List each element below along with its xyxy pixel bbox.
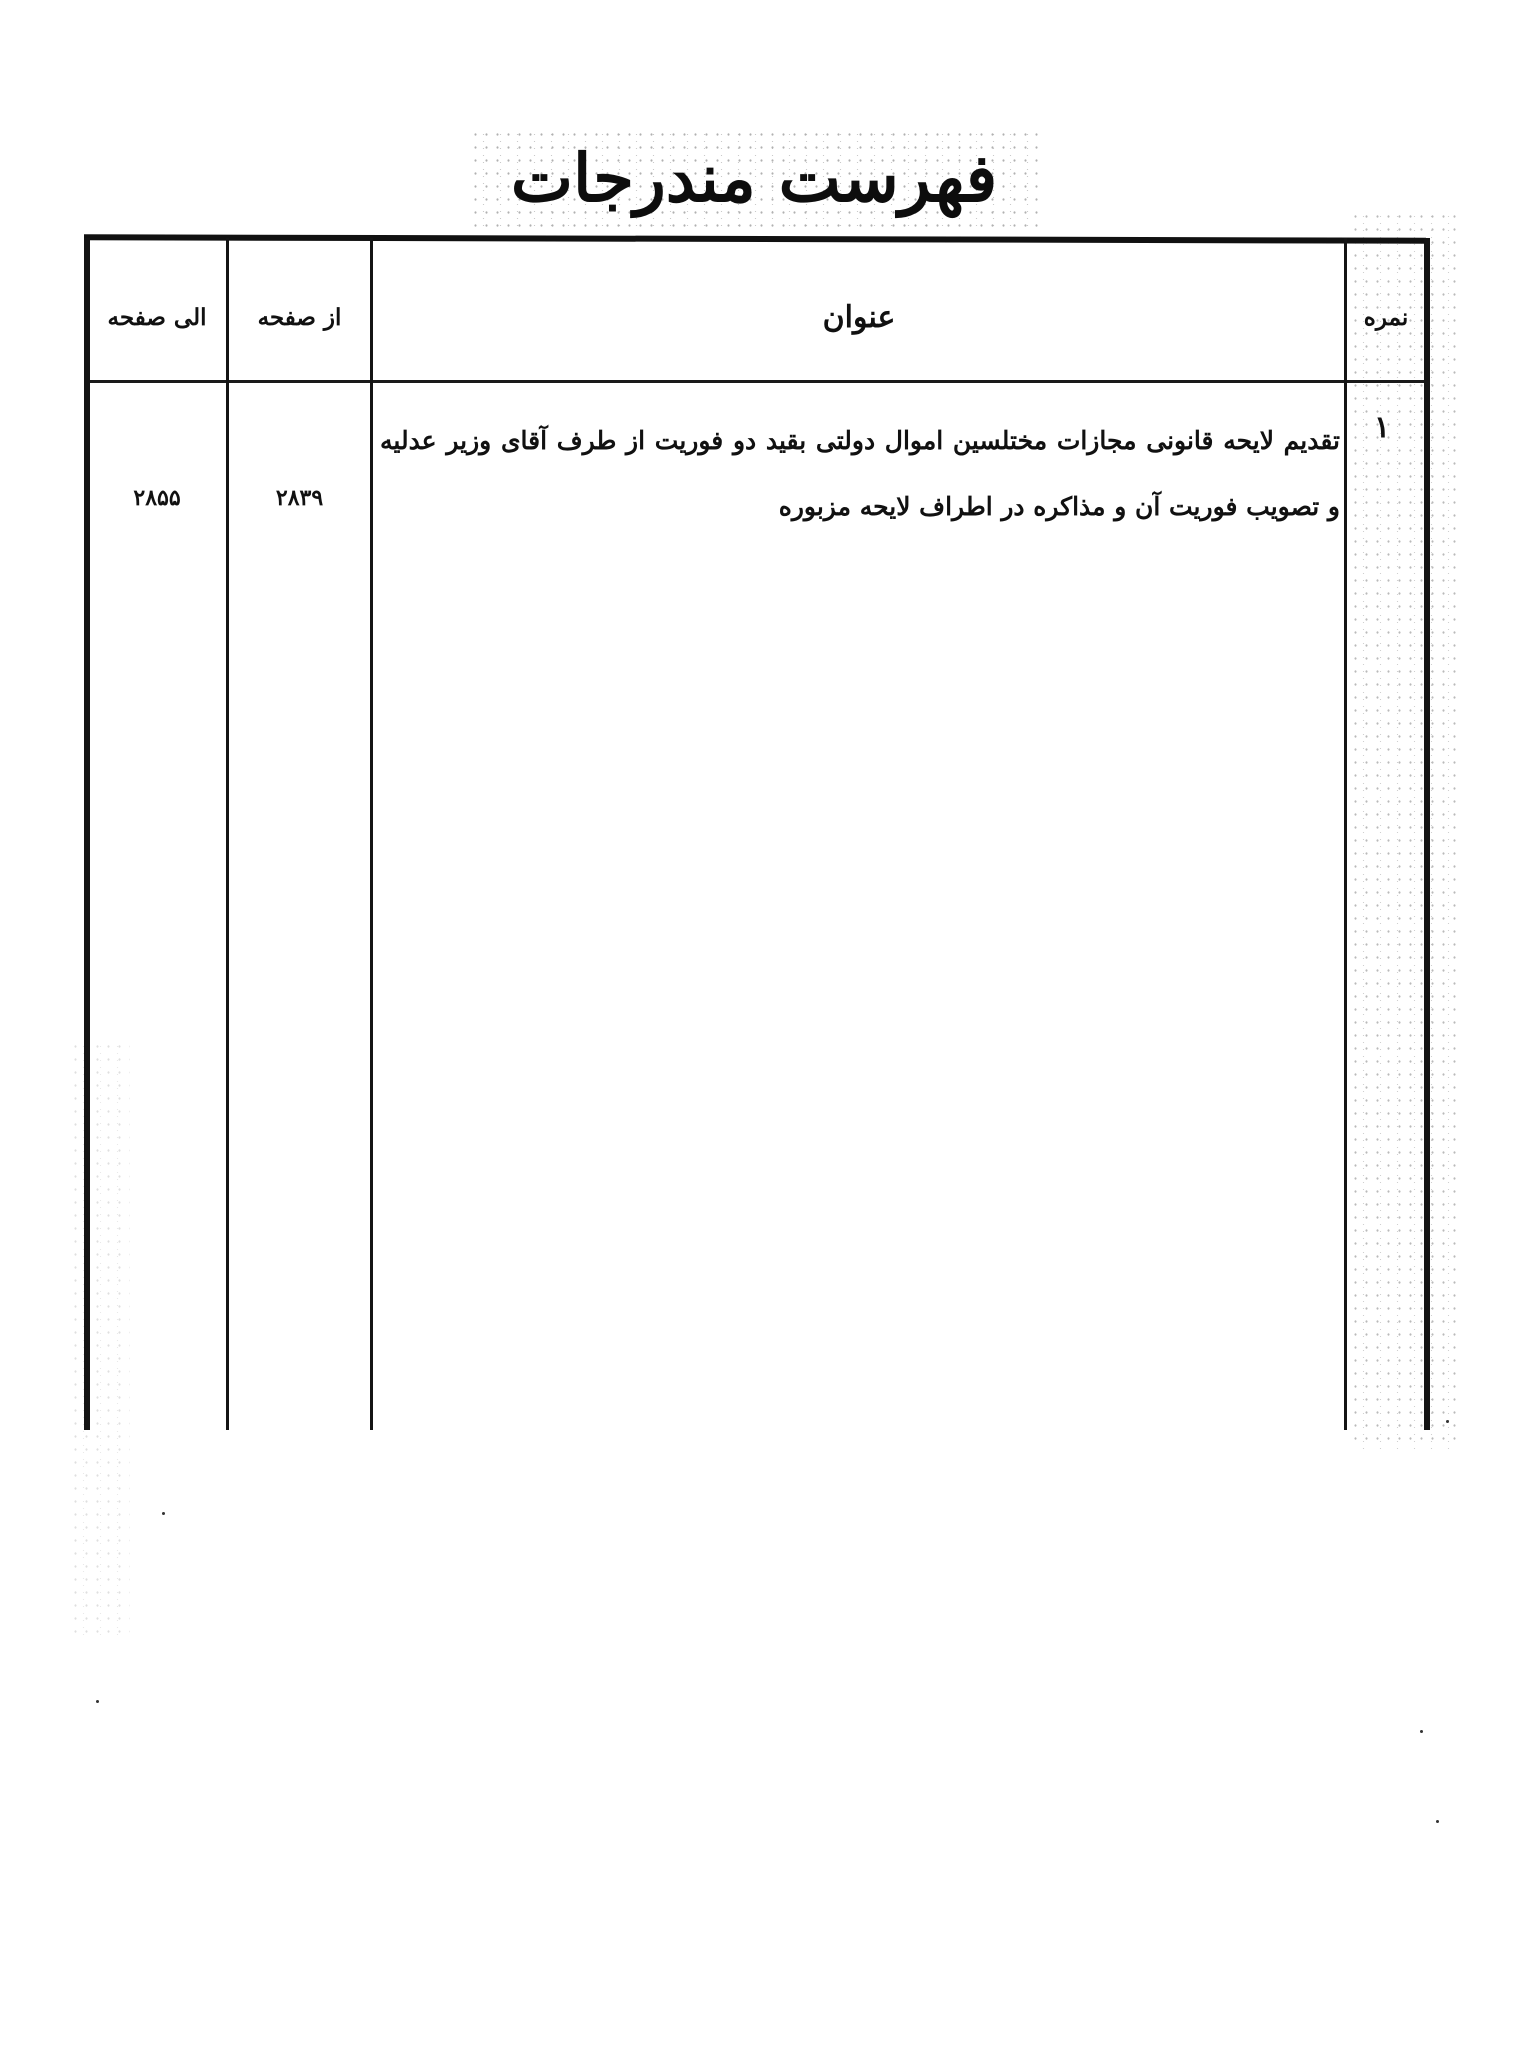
table-left-border	[84, 238, 90, 1430]
page-title: فهرست مندرجات	[510, 139, 998, 217]
column-divider-to-from	[226, 238, 229, 1430]
header-from-page: از صفحه	[257, 303, 342, 331]
scan-dot	[1446, 1420, 1449, 1423]
table-header-divider	[86, 380, 1426, 383]
column-divider-subject-number	[1344, 238, 1347, 1430]
row-subject: تقدیم لایحه قانونی مجازات مختلسین اموال دولتی بقید دو فوریت از طرف آقای وزیر عدلیه و تصویب فوریت آن و مذاکره در اطراف لایحه مزبوره	[380, 426, 1340, 521]
header-subject: عنوان	[822, 299, 896, 335]
scan-noise-right	[1350, 210, 1460, 1450]
scan-dot	[162, 1512, 165, 1515]
scan-noise-left	[70, 1040, 130, 1640]
scan-dot	[96, 1700, 99, 1703]
column-divider-from-subject	[370, 238, 373, 1430]
header-number: نمره	[1363, 303, 1409, 331]
table-top-border	[84, 234, 1426, 244]
header-to-page: الی صفحه	[107, 303, 207, 331]
row-from-page: ۲۸۳۹	[275, 485, 324, 511]
title-band	[470, 128, 1038, 228]
scan-dot	[1420, 1730, 1423, 1733]
row-number: ۱	[1373, 410, 1391, 445]
table-right-border	[1424, 238, 1430, 1430]
scan-dot	[1436, 1820, 1439, 1823]
row-to-page: ۲۸۵۵	[133, 485, 181, 511]
